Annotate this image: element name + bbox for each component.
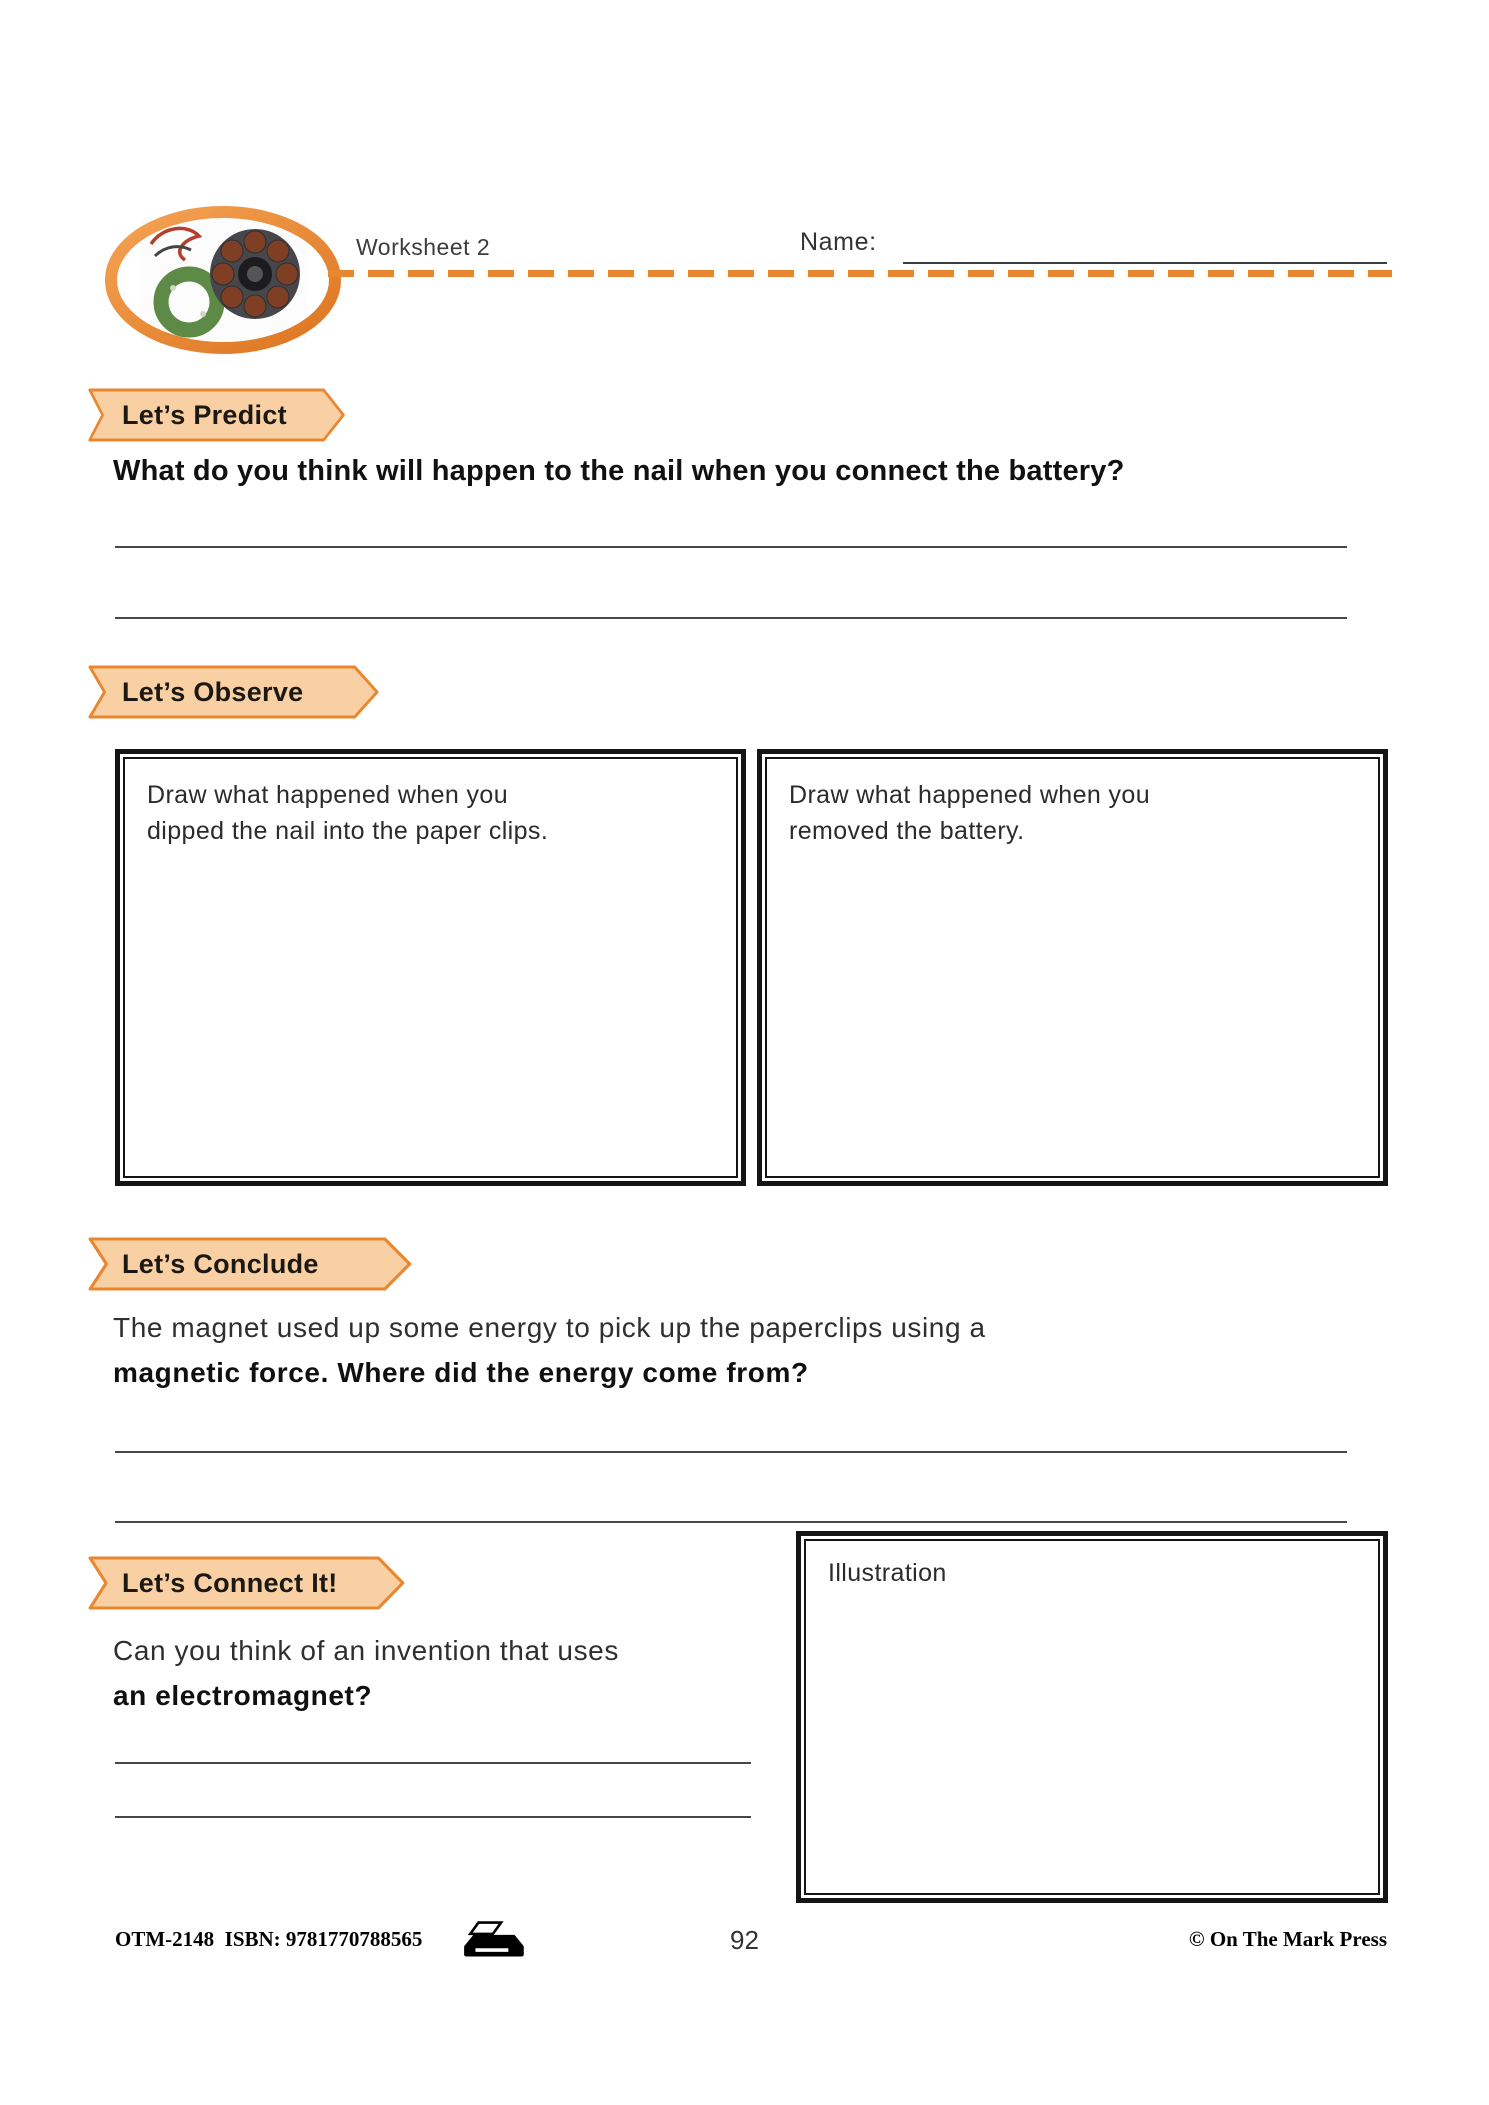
- connect-text: [113, 1628, 619, 1718]
- answer-line: [115, 1762, 751, 1764]
- conclude-banner: [88, 1237, 413, 1291]
- answer-line: [115, 546, 1347, 548]
- observe-banner: [88, 665, 380, 719]
- dashed-divider: [328, 270, 1392, 277]
- connect-banner-label: Let’s Connect It!: [122, 1568, 338, 1598]
- observe-left-drawbox-inner: [123, 757, 738, 1178]
- observe-right-drawbox: [757, 749, 1388, 1186]
- name-write-line: [903, 262, 1387, 264]
- footer-copyright: © On The Mark Press: [1188, 1927, 1387, 1951]
- predict-banner: [88, 388, 346, 442]
- prompt-line: removed the battery.: [789, 817, 1025, 845]
- prompt-line: dipped the nail into the paper clips.: [147, 817, 549, 845]
- answer-line: [115, 1521, 1347, 1523]
- conclude-text-line1: The magnet used up some energy to pick up the paperclips using a: [113, 1312, 986, 1343]
- illustration-box-inner: [804, 1539, 1380, 1895]
- illustration-label: Illustration: [828, 1559, 947, 1587]
- connect-text-line1: Can you think of an invention that uses: [113, 1635, 619, 1666]
- footer-isbn-text: OTM-2148 ISBN: 9781770788565: [115, 1927, 423, 1951]
- conclude-text-line2: magnetic force. Where did the energy come from?: [113, 1357, 809, 1388]
- motor-logo: [103, 196, 343, 364]
- answer-line: [115, 1451, 1347, 1453]
- observe-right-drawbox-inner: [765, 757, 1380, 1178]
- observe-right-prompt: [789, 777, 1356, 849]
- motor-logo-graphic: [103, 196, 343, 364]
- motor-stator: [210, 229, 300, 319]
- conclude-text: [113, 1305, 986, 1395]
- illustration-box: [796, 1531, 1388, 1903]
- connect-text-line2: an electromagnet?: [113, 1680, 373, 1711]
- predict-question: What do you think will happen to the nail when you connect the battery?: [113, 455, 1125, 487]
- worksheet-number-label: Worksheet 2: [356, 234, 491, 260]
- answer-line: [115, 1816, 751, 1818]
- connect-banner: [88, 1556, 406, 1610]
- observe-left-drawbox: [115, 749, 746, 1186]
- name-label: Name:: [800, 228, 877, 256]
- observe-banner-label: Let’s Observe: [122, 677, 304, 707]
- observe-left-prompt: [147, 777, 714, 849]
- predict-banner-label: Let’s Predict: [122, 400, 287, 430]
- conclude-banner-label: Let’s Conclude: [122, 1249, 319, 1279]
- page-number: 92: [730, 1925, 759, 1955]
- answer-line: [115, 617, 1347, 619]
- motor-photo: [141, 218, 307, 340]
- prompt-line: Draw what happened when you: [789, 781, 1151, 809]
- prompt-line: Draw what happened when you: [147, 781, 509, 809]
